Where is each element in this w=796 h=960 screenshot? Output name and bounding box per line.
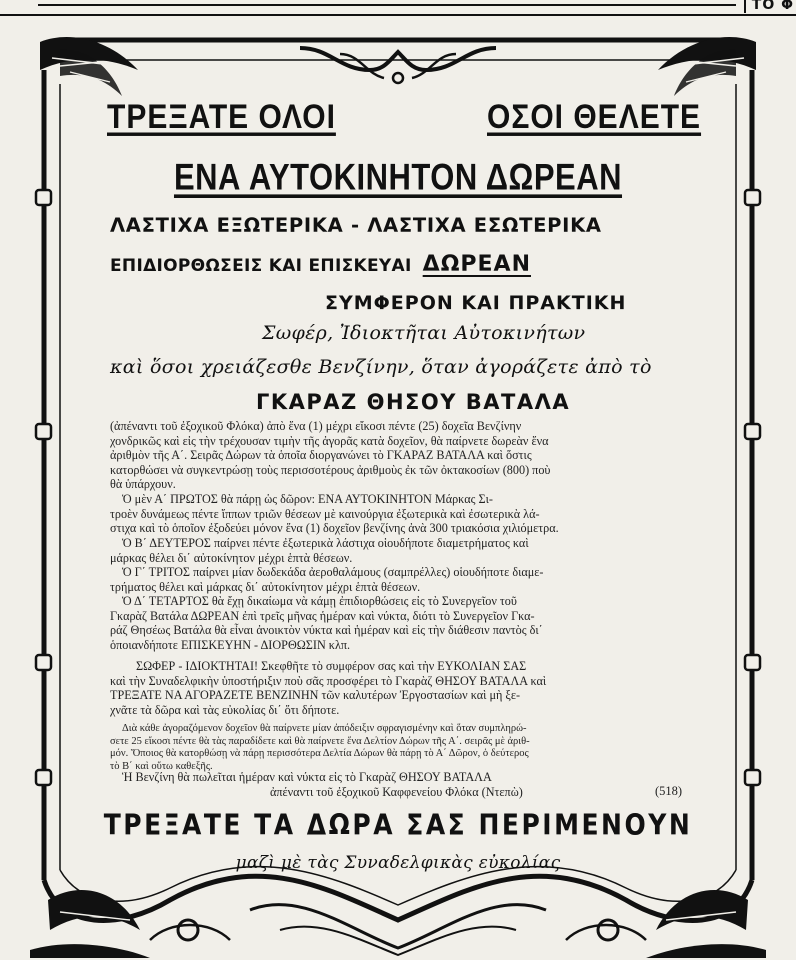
text-line: ὁποιανδήποτε ΕΠΙΣΚΕΥΗΝ - ΔΙΟΡΘΩΣΙΝ κλπ. — [110, 637, 351, 652]
appeal-paragraph — [110, 659, 716, 717]
tires-line: ΛΑΣΤΙΧΑ ΕΞΩΤΕΡΙΚΑ - ΛΑΣΤΙΧΑ ΕΣΩΤΕΡΙΚΑ — [110, 214, 602, 237]
text-line: ράζ Θησέως Βατάλα θὰ εἶναι ἀνοικτὸν νύκτα καὶ ἡμέραν καὶ εἰς τὴν διάθεσιν παντὸς δι΄ — [110, 623, 543, 638]
masthead-fragment: ΤΟ Φ — [744, 0, 796, 13]
fine-print-paragraph — [110, 723, 716, 773]
text-line: Γκαρὰζ Βατάλα ΔΩΡΕΑΝ ἐπὶ τρεῖς μῆνας ἡμέραν καὶ νύκτα, διότι τὸ Συνεργεῖον Γκα- — [110, 608, 535, 623]
first-prize-paragraph — [110, 492, 716, 536]
text-line: Ὁ Β΄ ΔΕΥΤΕΡΟΣ παίρνει πέντε ἐξωτερικὰ λάστιχα οἱουδήποτε διαμετρήματος καὶ — [122, 536, 529, 550]
repairs-line-prefix: ΕΠΙΔΙΟΡΘΩΣΕΙΣ ΚΑΙ ΕΠΙΣΚΕΥΑΙ — [110, 256, 412, 276]
text-line: (ἀπέναντι τοῦ ἐξοχικοῦ Φλόκα) ἀπὸ ἕνα (1) μέχρι εἴκοσι πέντε (25) δοχεῖα Βενζίνην — [110, 419, 522, 433]
text-line: χνᾶτε τὰ δῶρα καὶ τὰς εὐκολίας δι΄ ὅτι δήποτε. — [110, 702, 340, 717]
footer-headline: ΤΡΕΞΑΤΕ ΤΑ ΔΩΡΑ ΣΑΣ ΠΕΡΙΜΕΝΟΥΝ — [103, 808, 693, 842]
text-line: σετε 25 εἴκοσι πέντε θὰ τὰς παραδίδετε καὶ θὰ παίρνετε ἕνα Δελτίον Δώρων τῆς Α΄. σειρᾶς μὲ ἀριθ- — [110, 735, 530, 747]
text-line: μόν. Ὅποιος θὰ κατορθώσῃ νὰ πάρῃ περισσότερα Δελτία Δώρων θὰ πάρῃ τὸ Α΄ Δῶρον, ὁ δεύτερος — [110, 748, 529, 760]
text-line: τὸ Β΄ καὶ οὕτω καθεξῆς. — [110, 760, 213, 772]
interest-line: ΣΥΜΦΕΡΟΝ ΚΑΙ ΠΡΑΚΤΙΚΗ — [325, 292, 627, 314]
text-line: ἀπέναντι τοῦ ἐξοχικοῦ Καφφενείου Φλόκα (Ντεπὼ) — [270, 784, 523, 799]
text-line: θὰ ὑπάρχουν. — [110, 477, 176, 492]
text-line: τροὲν δυνάμεως πέντε ἵππων τριῶν θέσεων μὲ καινούργια ἐξωτερικὰ καὶ ἐσωτερικὰ λά- — [110, 506, 540, 521]
text-line: μάρκας θέλει δι΄ αὐτοκίνητον μέχρι ἑπτὰ θέσεων. — [110, 550, 353, 565]
text-line: ΤΡΕΞΑΤΕ ΝΑ ΑΓΟΡΑΖΕΤΕ ΒΕΝΖΙΝΗΝ τῶν καλυτέρων Ἐργοστασίων καὶ μὴ ξε- — [110, 688, 521, 703]
text-line: στιχα καὶ τὸ ὁποῖον ἐξοδεύει μόνον ἕνα (1) δοχεῖον βενζίνης ἀνὰ 300 τριακόσια χιλιόμετρα. — [110, 521, 559, 536]
repairs-line — [110, 252, 531, 277]
text-line: Ὁ μὲν Α΄ ΠΡΩΤΟΣ θὰ πάρῃ ὡς δῶρον: ΕΝΑ ΑΥΤΟΚΙΝΗΤΟΝ Μάρκας Σι- — [122, 492, 493, 506]
text-line: καὶ τὴν Συναδελφικὴν ὑποστήριξιν ποὺ σᾶς προσφέρει τὸ Γκαρὰζ ΘΗΣΟΥ ΒΑΤΑΛΑ καὶ — [110, 673, 547, 688]
main-title: ΕΝΑ ΑΥΤΟΚΙΝΗΤΟΝ ΔΩΡΕΑΝ — [173, 156, 623, 198]
script-line-owners: Σωφέρ, Ἰδιοκτῆται Αὐτοκινήτων — [262, 322, 586, 344]
footer-script: μαζὶ μὲ τὰς Συναδελφικὰς εὐκολίας — [235, 853, 561, 873]
text-line: Ὁ Δ΄ ΤΕΤΑΡΤΟΣ θὰ ἔχῃ δικαίωμα νὰ κάμῃ ἐπιδιορθώσεις εἰς τὸ Συνεργεῖον τοῦ — [122, 594, 517, 608]
headline-left: ΤΡΕΞΑΤΕ ΟΛΟΙ — [107, 98, 336, 136]
reference-number: (518) — [655, 784, 683, 798]
text-line: Ὁ Γ΄ ΤΡΙΤΟΣ παίρνει μίαν δωδεκάδα ἀεροθαλάμους (σαμπρέλλες) οἱουδήποτε διαμε- — [122, 565, 544, 579]
text-line: Ἡ Βενζίνη θὰ πωλεῖται ἡμέραν καὶ νύκτα εἰς τὸ Γκαρὰζ ΘΗΣΟΥ ΒΑΤΑΛΑ — [122, 770, 492, 784]
headline-right: ΟΣΟΙ ΘΕΛΕΤΕ — [487, 98, 702, 136]
text-line: τρήματος θέλει καὶ μάρκας δι΄ αὐτοκίνητον μέχρι ἑπτὰ θέσεων. — [110, 579, 421, 594]
garage-name: ΓΚΑΡΑΖ ΘΗΣΟΥ ΒΑΤΑΛΑ — [256, 390, 571, 414]
repairs-line-free: ΔΩΡΕΑΝ — [422, 252, 531, 277]
third-prize-paragraph — [110, 565, 716, 594]
text-line: κατορθώσει νὰ συγκεντρώσῃ τοὺς περισσοτέρους ἀριθμοὺς ἐκ τῶν ὀκτακοσίων (800) ποὺ — [110, 462, 551, 477]
closing-paragraph — [110, 770, 716, 799]
intro-paragraph — [110, 419, 716, 492]
second-prize-paragraph — [110, 536, 716, 565]
text-line: Διὰ κάθε ἀγοραζόμενον δοχεῖον θὰ παίρνετε μίαν ἀπόδειξιν σφραγισμένην καὶ ὅταν συμπληρώ- — [122, 723, 527, 734]
text-line: χονδρικῶς καὶ εἰς τὴν τρέχουσαν τιμὴν τῆς ἀγορᾶς κατὰ δοχεῖον, θὰ παίρνετε δωρεὰν ἕνα — [110, 433, 549, 448]
text-line: ΣΩΦΕΡ - ΙΔΙΟΚΤΗΤΑΙ! Σκεφθῆτε τὸ συμφέρον σας καὶ τὴν ΕΥΚΟΛΙΑΝ ΣΑΣ — [136, 659, 527, 673]
text-line: ἀριθμὸν τῆς Α΄. Σειρᾶς Δώρων τὰ ὁποῖα διοργανώνει τὸ ΓΚΑΡΑΖ ΒΑΤΑΛΑ καὶ ὅστις — [110, 448, 532, 463]
fourth-prize-paragraph — [110, 594, 716, 652]
script-line-buyers: καὶ ὅσοι χρειάζεσθε Βενζίνην, ὅταν ἀγοράζετε ἀπὸ τὸ — [110, 356, 652, 378]
